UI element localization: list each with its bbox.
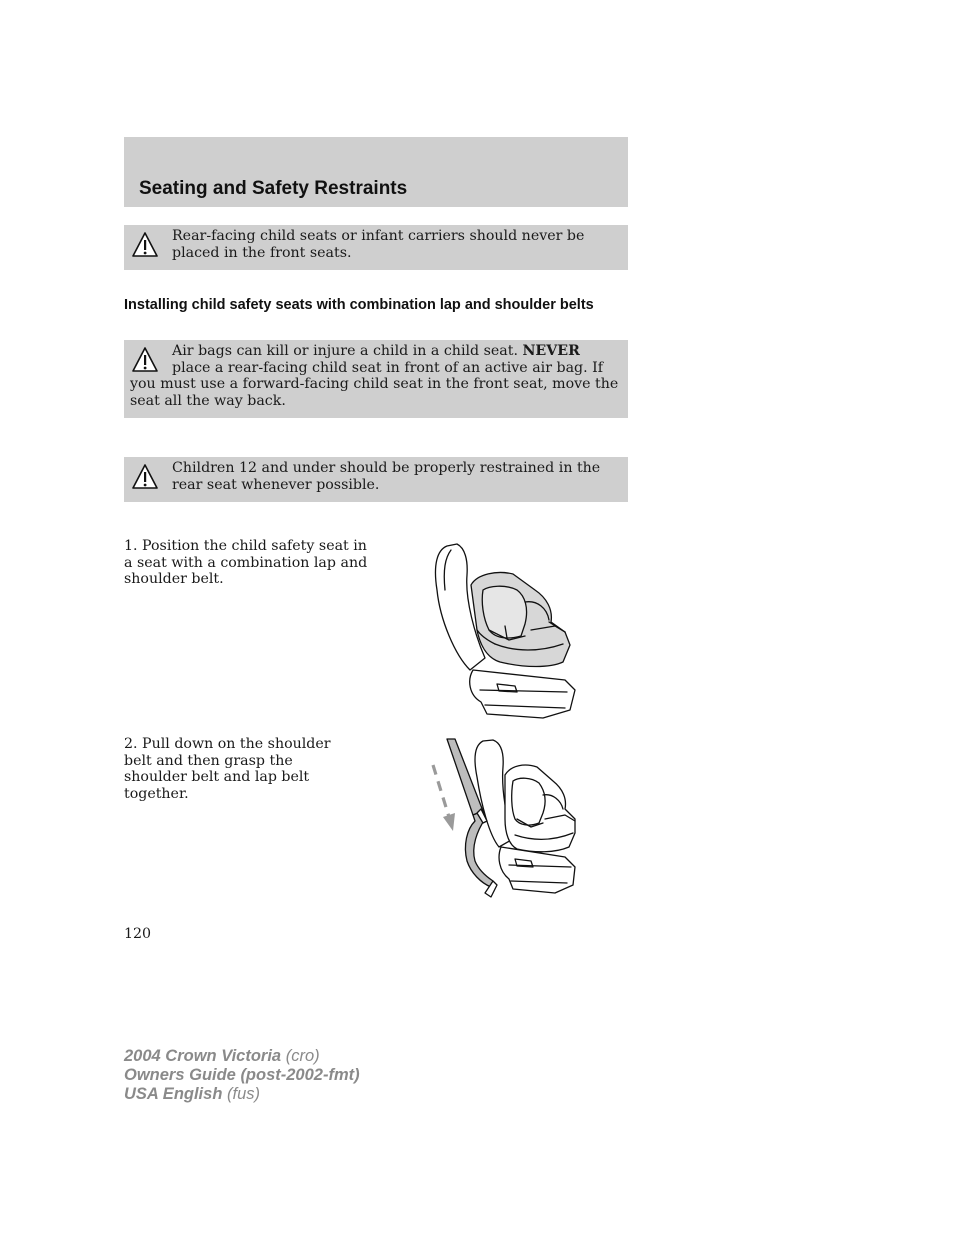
warning-text: Children 12 and under should be properly restrained in the rear seat whenever possible. (172, 460, 601, 493)
warning-box-air-bags (124, 340, 628, 418)
document-footer (124, 1047, 360, 1104)
footer-language-code: (fus) (222, 1085, 260, 1103)
section-header (124, 137, 628, 207)
subheading: Installing child safety seats with combination lap and shoulder belts (124, 297, 594, 313)
step-1-text: 1. Position the child safety seat in a seat with a combination lap and shoulder belt. (124, 538, 368, 587)
warning-box-rear-facing (124, 225, 628, 270)
footer-guide: Owners Guide (post-2002-fmt) (124, 1066, 360, 1084)
warning-emphasis: NEVER (522, 343, 580, 359)
section-title: Seating and Safety Restraints (139, 178, 408, 199)
footer-language: USA English (124, 1085, 223, 1103)
footer-line-2 (124, 1066, 360, 1085)
warning-text: Rear-facing child seats or infant carriers should never be placed in the front seats. (172, 228, 585, 261)
pull-shoulder-belt-illustration (425, 735, 585, 905)
footer-line-3 (124, 1085, 360, 1104)
footer-line-1 (124, 1047, 360, 1066)
page-number: 120 (124, 926, 152, 942)
footer-model: 2004 Crown Victoria (124, 1047, 282, 1065)
step-2-text: 2. Pull down on the shoulder belt and then grasp the shoulder belt and lap belt together. (124, 736, 331, 802)
warning-triangle-icon (130, 230, 168, 260)
warning-text-before: Air bags can kill or injure a child in a child seat. (172, 343, 523, 359)
warning-triangle-icon (130, 462, 168, 492)
warning-text-after: place a rear-facing child seat in front of an active air bag. If you must use a forward-facing child seat in the front seat, move the seat all the way back. (130, 359, 619, 409)
warning-triangle-icon (130, 345, 168, 375)
footer-model-code: (cro) (281, 1047, 320, 1065)
child-seat-in-vehicle-seat-illustration (425, 540, 585, 720)
warning-box-children (124, 457, 628, 502)
